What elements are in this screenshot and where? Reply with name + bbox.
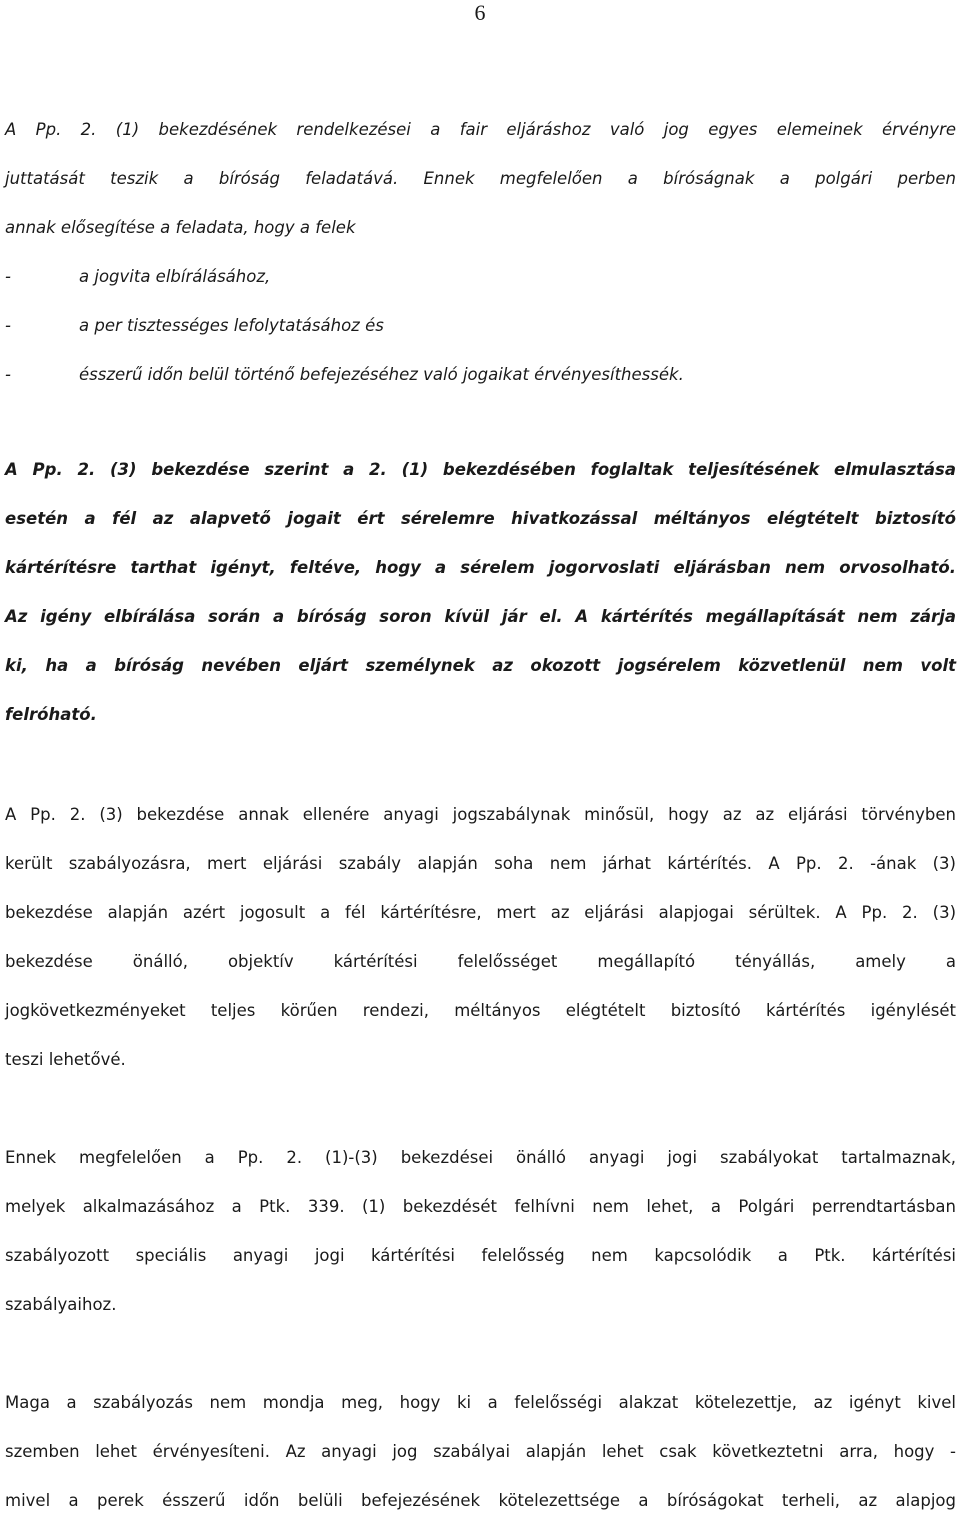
list-dash: - [5, 316, 11, 335]
list-dash: - [5, 365, 11, 384]
paragraph-line: juttatását teszik a bíróság feladatává. Ennek megfelelően a bíróságnak a polgári perben [5, 169, 956, 188]
paragraph-line: szabályaihoz. [5, 1295, 117, 1314]
list-item-text: ésszerű időn belül történő befejezéséhez való jogaikat érvényesíthessék. [79, 365, 684, 384]
paragraph-line: szemben lehet érvényesíteni. Az anyagi jog szabályai alapján lehet csak következtetni arra, hogy - [5, 1442, 956, 1461]
paragraph-line: A Pp. 2. (3) bekezdése annak ellenére anyagi jogszabálynak minősül, hogy az az eljárási törvényben [5, 805, 956, 824]
paragraph-line: esetén a fél az alapvető jogait ért sérelemre hivatkozással méltányos elégtételt biztosító [5, 509, 956, 528]
paragraph-2 [5, 445, 956, 739]
paragraph-line: szabályozott speciális anyagi jogi kártérítési felelősség nem kapcsolódik a Ptk. kártérítési [5, 1246, 956, 1265]
paragraph-line: teszi lehetővé. [5, 1050, 126, 1069]
paragraph-line: került szabályozásra, mert eljárási szabály alapján soha nem járhat kártérítés. A Pp. 2. -ának (3) [5, 854, 956, 873]
paragraph-line: ki, ha a bíróság nevében eljárt személynek az okozott jogsérelem közvetlenül nem volt [5, 656, 956, 675]
paragraph-line: bekezdése önálló, objektív kártérítési felelősséget megállapító tényállás, amely a [5, 952, 956, 971]
list-item [5, 252, 956, 301]
paragraph-line: Maga a szabályozás nem mondja meg, hogy ki a felelősségi alakzat kötelezettje, az igényt kivel [5, 1393, 956, 1412]
paragraph-4 [5, 1133, 956, 1329]
list-item [5, 350, 956, 399]
page-number: 6 [474, 0, 486, 25]
list-item-text: a per tisztességes lefolytatásához és [79, 316, 384, 335]
paragraph-line: Az igény elbírálása során a bíróság soron kívül jár el. A kártérítés megállapítását nem zárja [5, 607, 956, 626]
paragraph-line: felróható. [5, 705, 97, 724]
list-dash: - [5, 267, 11, 286]
paragraph-line: A Pp. 2. (3) bekezdése szerint a 2. (1) bekezdésében foglaltak teljesítésének elmulasztása [5, 460, 956, 479]
paragraph-line: jogkövetkezményeket teljes körűen rendezi, méltányos elégtételt biztosító kártérítés igénylését [5, 1001, 956, 1020]
paragraph-5 [5, 1378, 956, 1525]
paragraph-3 [5, 790, 956, 1084]
paragraph-line: mivel a perek ésszerű időn belüli befejezésének kötelezettsége a bíróságokat terheli, az alapjog [5, 1491, 956, 1510]
paragraph-line: kártérítésre tarthat igényt, feltéve, hogy a sérelem jogorvoslati eljárásban nem orvosolható. [5, 558, 956, 577]
list-item [5, 301, 956, 350]
paragraph-line: melyek alkalmazásához a Ptk. 339. (1) bekezdését felhívni nem lehet, a Polgári perrendtartásban [5, 1197, 956, 1216]
paragraph-line: annak elősegítése a feladata, hogy a felek [5, 218, 356, 237]
paragraph-line: bekezdése alapján azért jogosult a fél kártérítésre, mert az eljárási alapjogai sérültek. A Pp. 2. (3) [5, 903, 956, 922]
paragraph-1 [5, 105, 956, 399]
paragraph-line: A Pp. 2. (1) bekezdésének rendelkezései a fair eljáráshoz való jog egyes elemeinek érvényre [5, 120, 956, 139]
list-item-text: a jogvita elbírálásához, [79, 267, 271, 286]
paragraph-line: Ennek megfelelően a Pp. 2. (1)-(3) bekezdései önálló anyagi jogi szabályokat tartalmaznak, [5, 1148, 956, 1167]
